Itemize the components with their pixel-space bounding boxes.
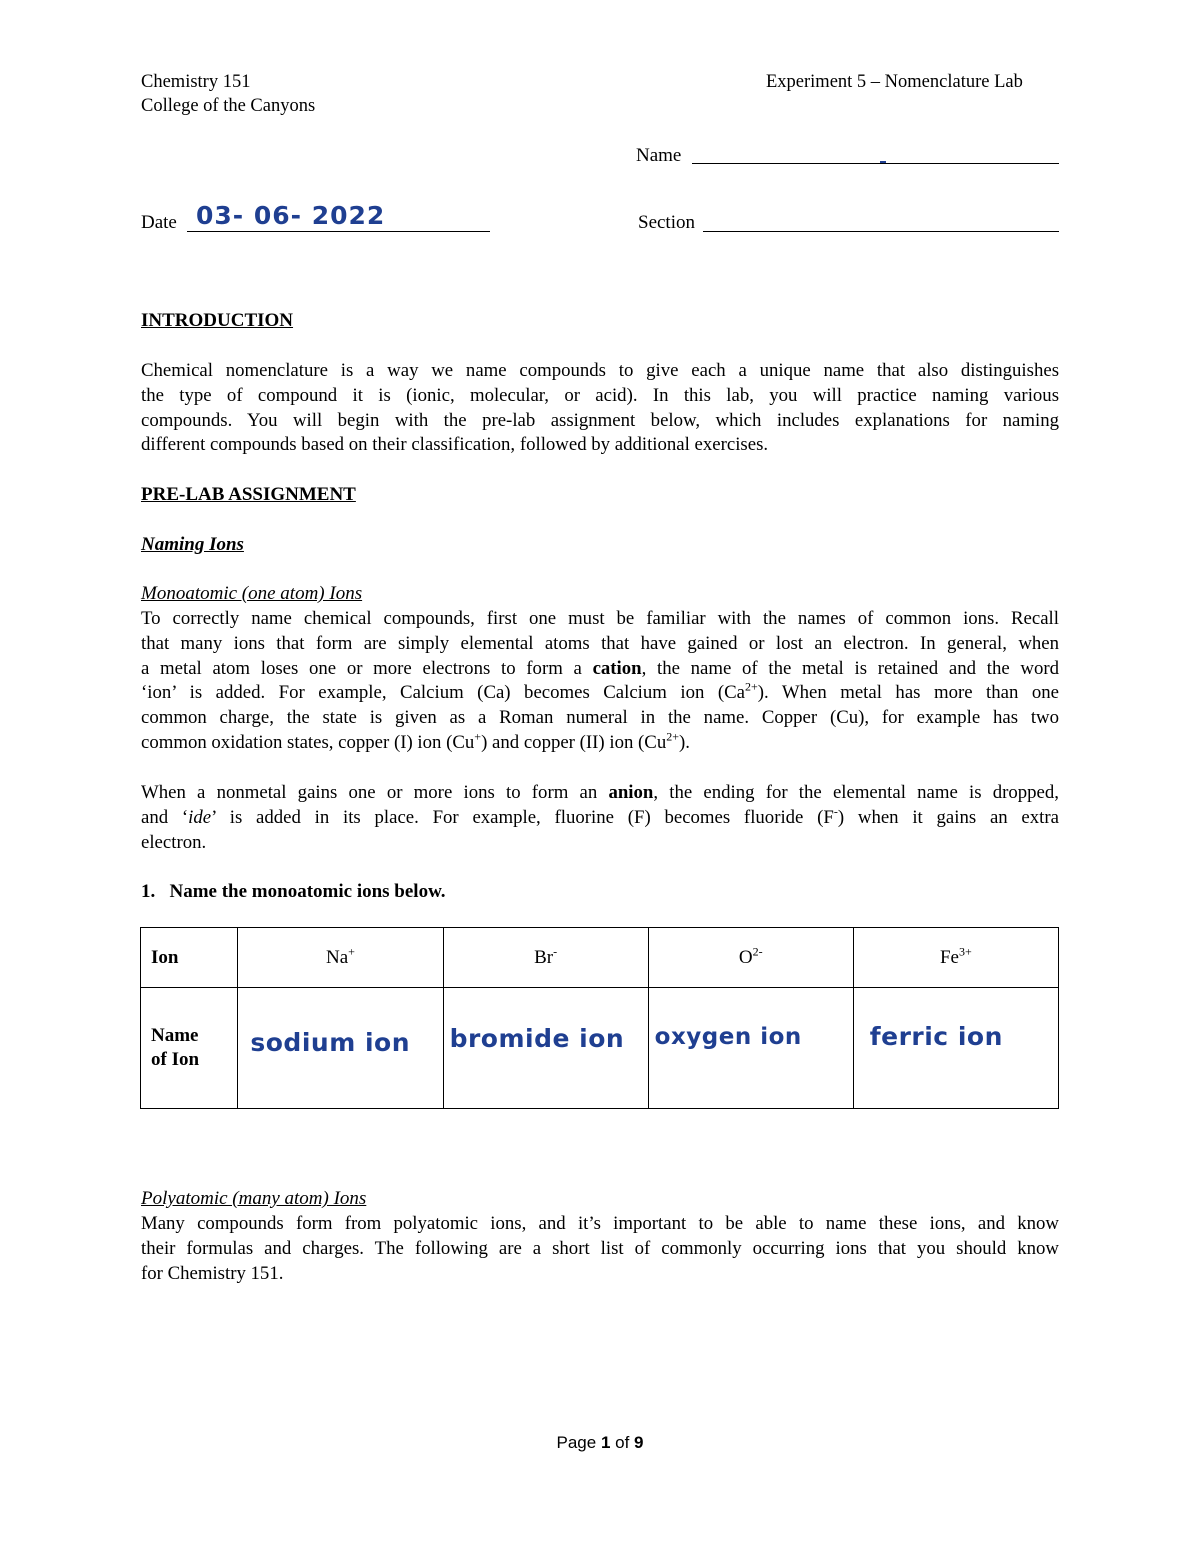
prelab-heading: PRE-LAB ASSIGNMENT: [141, 484, 356, 505]
copper1-charge: +: [474, 729, 482, 744]
name-field-mark: [880, 155, 886, 163]
mono-line-3: [141, 657, 1059, 682]
calcium-charge: 2+: [745, 680, 758, 695]
page-prefix: Page: [556, 1433, 601, 1452]
mono-line-6a: common oxidation states, copper (I) ion (Cu: [141, 731, 475, 753]
ion-iron-charge: 3+: [958, 944, 972, 959]
name-label: Name: [636, 145, 682, 166]
section-label: Section: [638, 212, 695, 233]
answer-bromide: bromide ion: [449, 1024, 625, 1053]
poly-line-1: Many compounds form from polyatomic ions, and it’s important to be able to name these ions, and know: [141, 1213, 1059, 1234]
anion-line-2c: ’ is added in its place. For example, fluorine (F) becomes fluoride (F: [211, 806, 834, 828]
page-total: 9: [634, 1433, 644, 1452]
ion-row-label: Ion: [141, 928, 238, 988]
fluoride-charge: -: [833, 804, 838, 819]
name-row: [141, 988, 1059, 1109]
mono-line-3c: , the name of the metal is retained and the word: [641, 657, 1059, 679]
intro-line-4: different compounds based on their classification, followed by additional exercises.: [141, 434, 769, 456]
name-row-label-1: Name: [151, 1025, 199, 1046]
ion-oxide-base: O: [738, 946, 753, 968]
mono-line-4: [141, 681, 1059, 706]
introduction-heading: INTRODUCTION: [141, 310, 294, 331]
anion-line-2d: ) when it gains an extra: [837, 806, 1059, 828]
copper2-charge: 2+: [666, 729, 679, 744]
name-row-label: [141, 988, 238, 1109]
mono-line-1: To correctly name chemical compounds, first one must be familiar with the names of common ions. Recall: [141, 608, 1059, 629]
ion-sodium-charge: +: [348, 944, 355, 959]
course-title: Chemistry 151: [141, 72, 251, 92]
ion-iron: [853, 928, 1058, 988]
anion-line-1a: When a nonmetal gains one or more ions to form an: [141, 782, 609, 803]
intro-line-3: compounds. You will begin with the pre-lab assignment below, which includes explanations for naming: [141, 409, 1059, 431]
monoatomic-paragraph-1: [141, 607, 1059, 756]
question-1: 1. Name the monoatomic ions below.: [141, 881, 446, 902]
mono-line-5: common charge, the state is given as a Roman numeral in the name. Copper (Cu), for example has two: [141, 707, 1059, 729]
mono-line-6c: ).: [679, 731, 690, 753]
intro-line-1: Chemical nomenclature is a way we name compounds to give each a unique name that also distinguishes: [141, 360, 1059, 381]
section-field[interactable]: [703, 231, 1059, 232]
poly-line-3: for Chemistry 151.: [141, 1262, 284, 1284]
ion-iron-base: Fe: [939, 946, 959, 968]
monoatomic-heading: Monoatomic (one atom) Ions: [141, 583, 363, 604]
mono-line-6b: ) and copper (II) ion (Cu: [481, 731, 667, 753]
anion-line-2a: and ‘: [141, 806, 189, 828]
anion-term: anion: [608, 782, 654, 803]
anion-line-1: [141, 781, 1059, 806]
intro-line-2: the type of compound it is (ionic, molecular, or acid). In this lab, you will practice naming various: [141, 384, 1059, 406]
mono-line-4b: ). When metal has more than one: [757, 682, 1060, 704]
introduction-paragraph: [141, 359, 1059, 458]
mono-line-3a: a metal atom loses one or more electrons to form a: [141, 657, 593, 679]
mono-line-6: [141, 731, 1059, 756]
anion-line-2: [141, 806, 1059, 831]
ion-bromide-base: Br: [534, 946, 554, 968]
polyatomic-heading: Polyatomic (many atom) Ions: [141, 1188, 367, 1209]
anion-line-3: electron.: [141, 831, 207, 853]
monoatomic-paragraph-2: [141, 781, 1059, 855]
answer-oxide: oxygen ion: [654, 1024, 802, 1050]
ion-sodium-base: Na: [326, 946, 349, 968]
mono-line-2: that many ions that form are simply elemental atoms that have gained or lost an electron. In general, when: [141, 632, 1059, 654]
ion-bromide-charge: -: [553, 944, 558, 959]
date-field[interactable]: [187, 231, 490, 232]
answer-cell-oxide[interactable]: [648, 988, 853, 1109]
name-row-label-2: of Ion: [151, 1049, 200, 1070]
answer-sodium: sodium ion: [250, 1028, 410, 1057]
experiment-title: Experiment 5 – Nomenclature Lab: [766, 72, 1023, 92]
answer-cell-iron[interactable]: [853, 988, 1058, 1109]
anion-line-1c: , the ending for the elemental name is dropped,: [653, 782, 1059, 803]
page-middle: of: [610, 1433, 635, 1452]
page-current: 1: [600, 1433, 611, 1452]
polyatomic-paragraph: [141, 1212, 1059, 1286]
ion-oxide: [648, 928, 853, 988]
cation-term: cation: [592, 657, 642, 679]
answer-iron: ferric ion: [869, 1022, 1003, 1051]
page-number: [0, 1433, 1200, 1453]
date-label: Date: [141, 212, 177, 233]
naming-ions-heading: Naming Ions: [141, 534, 244, 555]
ion-sodium: [238, 928, 443, 988]
college-name: College of the Canyons: [141, 96, 316, 116]
date-value: 03- 06- 2022: [196, 201, 386, 230]
answer-cell-sodium[interactable]: [238, 988, 443, 1109]
ion-row: [141, 928, 1059, 988]
ion-naming-table: [140, 927, 1059, 1109]
name-field[interactable]: [692, 163, 1059, 164]
ide-term: ide: [188, 806, 212, 828]
mono-line-4a: ‘ion’ is added. For example, Calcium (Ca) becomes Calcium ion (Ca: [141, 682, 745, 704]
answer-cell-bromide[interactable]: [443, 988, 648, 1109]
ion-bromide: [443, 928, 648, 988]
ion-oxide-charge: 2-: [752, 944, 763, 959]
poly-line-2: their formulas and charges. The following are a short list of commonly occurring ions that you should know: [141, 1237, 1059, 1259]
